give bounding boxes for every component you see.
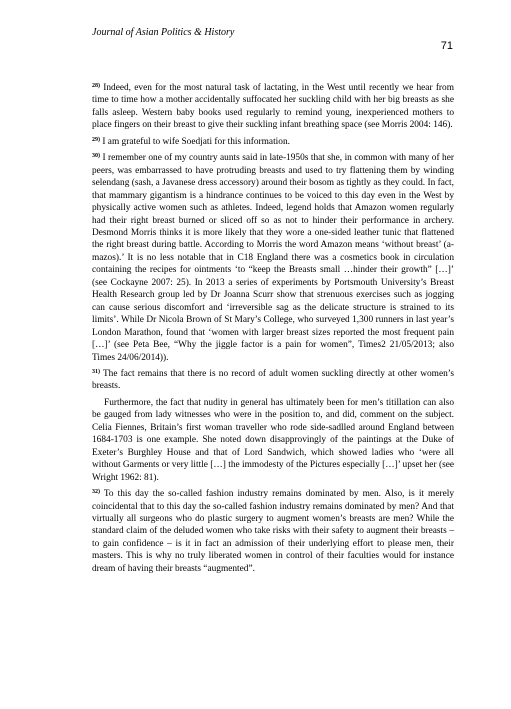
footnote-paragraph	[92, 368, 454, 393]
footnote-31	[92, 368, 454, 484]
footnote-text: Indeed, even for the most natural task of lactating, in the West until recently we hear from time to time how a mother accidentally suffocated her suckling child with her big breasts as she falls asleep. Western baby books used regularly to remind young, inexperienced mothers to place fingers on their breast to give their suckling infant breathing space (see Morris 2004: 146).	[92, 83, 454, 131]
footnote-text: I remember one of my country aunts said in late-1950s that she, in common with many of her peers, was embarrassed to have protruding breasts and used to try flattening them by winding selendang (sash, a Javanese dress accessory) around their bosom as tightly as they could. In fact, that mammary gigantism is a hindrance continues to be voiced to this day even in the West by physically active women such as athletes. Indeed, legend holds that Amazon women regularly had their right breast burned or sliced off so as not to hinder their performance in archery. Desmond Morris thinks it is more likely that they wore a one-sided leather tunic that flattened the right breast during battle. According to Morris the word Amazon means ‘without breast’ (a-mazos).’ It is no less notable that in C18 England there was a cosmetics book in circulation containing the recipes for ointments ‘to “keep the Breasts small …hinder their growth” […]’ (see Cockayne 2007: 25). In 2013 a series of experiments by Portsmouth University’s Breast Health Research group led by Dr Joanna Scurr show that strenuous exercises such as jogging can cause serious discomfort and ‘irreversible sag as the delicate structure is strained to its limits’. While Dr Nicola Brown of St Mary’s College, who surveyed 1,300 runners in last year’s London Marathon, found that ‘women with larger breast sizes reported the most frequent pain […]’ (see Peta Bee, “Why the jiggle factor is a pain for women”, Times2 21/05/2013; also Times 24/06/2014)).	[92, 153, 454, 363]
footnote-32	[92, 488, 454, 575]
footnote-28	[92, 82, 454, 132]
footnote-text: The fact remains that there is no record of adult women suckling directly at other women’s breasts.	[92, 368, 454, 392]
footnote-30	[92, 152, 454, 364]
footnote-marker: 29)	[92, 136, 100, 143]
journal-title: Journal of Asian Politics & History	[92, 27, 235, 38]
footnote-text: I am grateful to wife Soedjati for this information.	[102, 136, 290, 147]
footnote-marker: 30)	[92, 153, 100, 160]
footnotes	[92, 82, 454, 579]
page-number: 71	[440, 40, 453, 52]
footnote-marker: 28)	[92, 83, 100, 89]
footnote-paragraph: Furthermore, the fact that nudity in general has ultimately been for men’s titillation can also be gauged from lady witnesses who were in the position to, and did, comment on the subject. Celia Fiennes, Britain’s first woman traveller who rode side-sadlled around England between 1684-1703 is one example. She noted down disapprovingly of the paintings at the Duke of Exeter’s Burghley House and that of Lord Sandwich, which showed ladies who ‘were all without Garments or very little […] the immodesty of the Pictures especially […]’ upset her (see Wright 1962: 81).	[92, 397, 454, 483]
footnote-marker: 32)	[92, 489, 100, 496]
footnote-marker: 31)	[92, 368, 100, 375]
footnote-29	[92, 136, 454, 148]
footnote-text: To this day the so-called fashion industry remains dominated by men. Also, is it merely coincidental that to this day the so-called fashion industry remains dominated by men? And that virtually all surgeons who do plastic surgery to augment women’s breasts are men? While the standard claim of the deluded women who take risks with their safety to augment their breasts – to gain confidence – is it in fact an admission of their underlying effort to please men, their masters. This is why no truly liberated women in control of their faculties would for instance dream of having their breasts “augmented”.	[92, 489, 454, 574]
